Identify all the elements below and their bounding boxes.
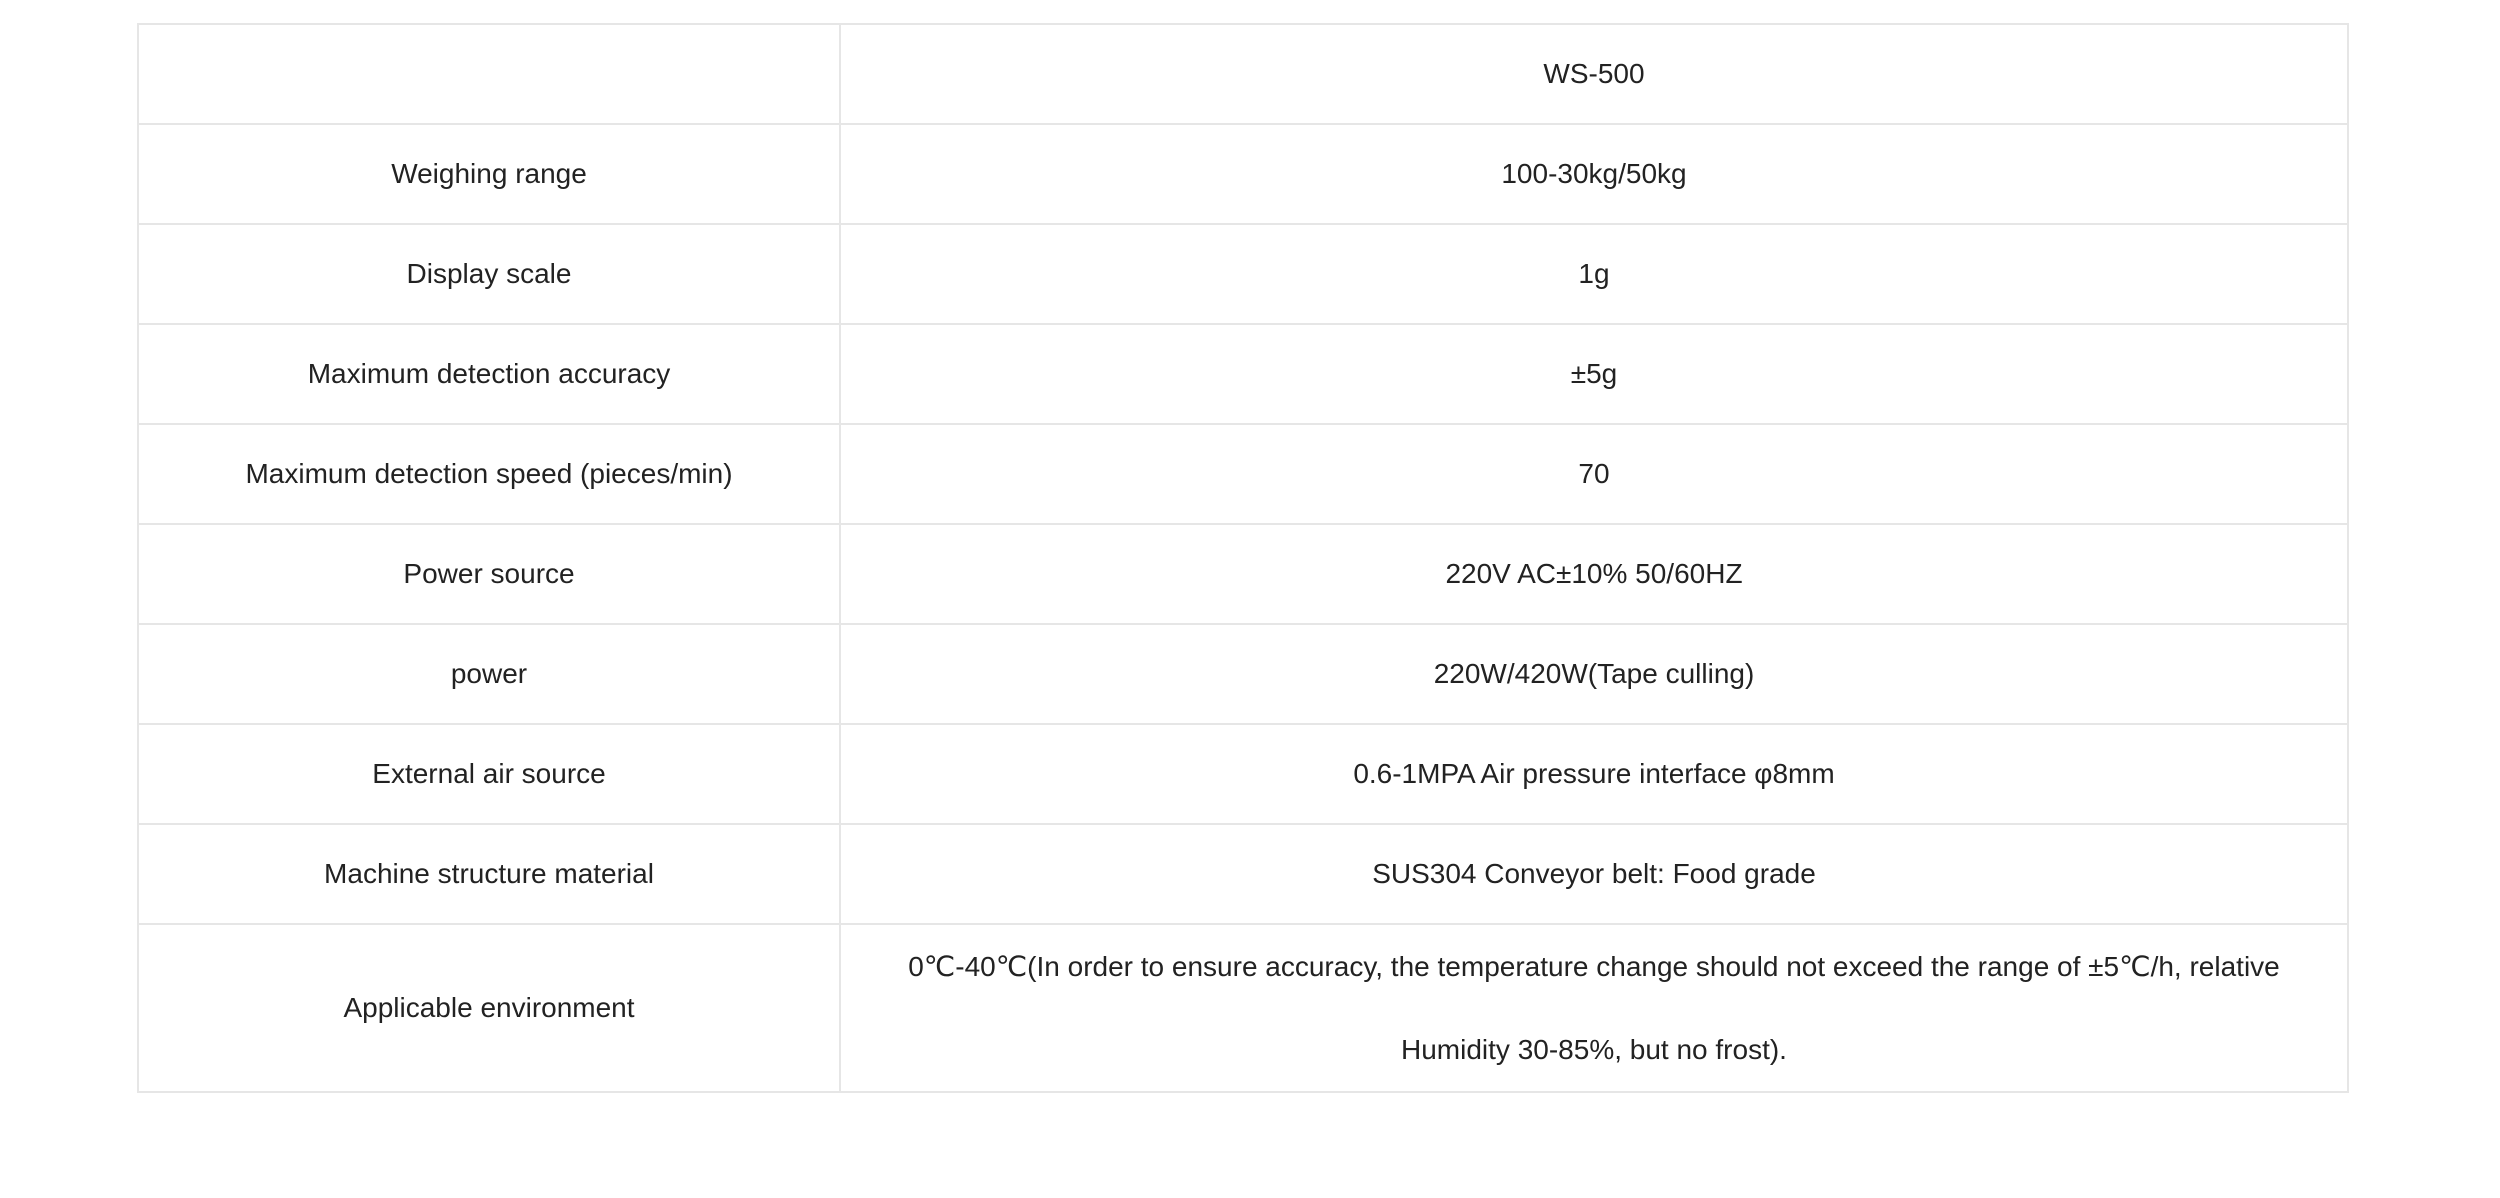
spec-label: Machine structure material bbox=[138, 824, 840, 924]
table-row bbox=[138, 524, 2348, 624]
spec-table bbox=[137, 23, 2349, 1093]
spec-label: Power source bbox=[138, 524, 840, 624]
spec-label: Maximum detection accuracy bbox=[138, 324, 840, 424]
spec-value: 100-30kg/50kg bbox=[840, 124, 2348, 224]
spec-value: 0℃-40℃(In order to ensure accuracy, the temperature change should not exceed the range of ±5℃/h, relative Humidity 30-85%, but no frost). bbox=[840, 924, 2348, 1092]
table-row bbox=[138, 424, 2348, 524]
spec-value: 1g bbox=[840, 224, 2348, 324]
spec-label: Maximum detection speed (pieces/min) bbox=[138, 424, 840, 524]
spec-label: power bbox=[138, 624, 840, 724]
model-name-cell: WS-500 bbox=[840, 24, 2348, 124]
table-row bbox=[138, 624, 2348, 724]
table-row bbox=[138, 324, 2348, 424]
table-row bbox=[138, 124, 2348, 224]
table-row bbox=[138, 824, 2348, 924]
spec-value: ±5g bbox=[840, 324, 2348, 424]
spec-value: 220W/420W(Tape culling) bbox=[840, 624, 2348, 724]
header-label-cell bbox=[138, 24, 840, 124]
spec-value: SUS304 Conveyor belt: Food grade bbox=[840, 824, 2348, 924]
table-row bbox=[138, 924, 2348, 1092]
table-header-row bbox=[138, 24, 2348, 124]
spec-label: Applicable environment bbox=[138, 924, 840, 1092]
table-row bbox=[138, 224, 2348, 324]
spec-value: 0.6-1MPA Air pressure interface φ8mm bbox=[840, 724, 2348, 824]
spec-label: Weighing range bbox=[138, 124, 840, 224]
spec-label: External air source bbox=[138, 724, 840, 824]
table-row bbox=[138, 724, 2348, 824]
spec-value: 220V AC±10% 50/60HZ bbox=[840, 524, 2348, 624]
spec-value: 70 bbox=[840, 424, 2348, 524]
spec-label: Display scale bbox=[138, 224, 840, 324]
